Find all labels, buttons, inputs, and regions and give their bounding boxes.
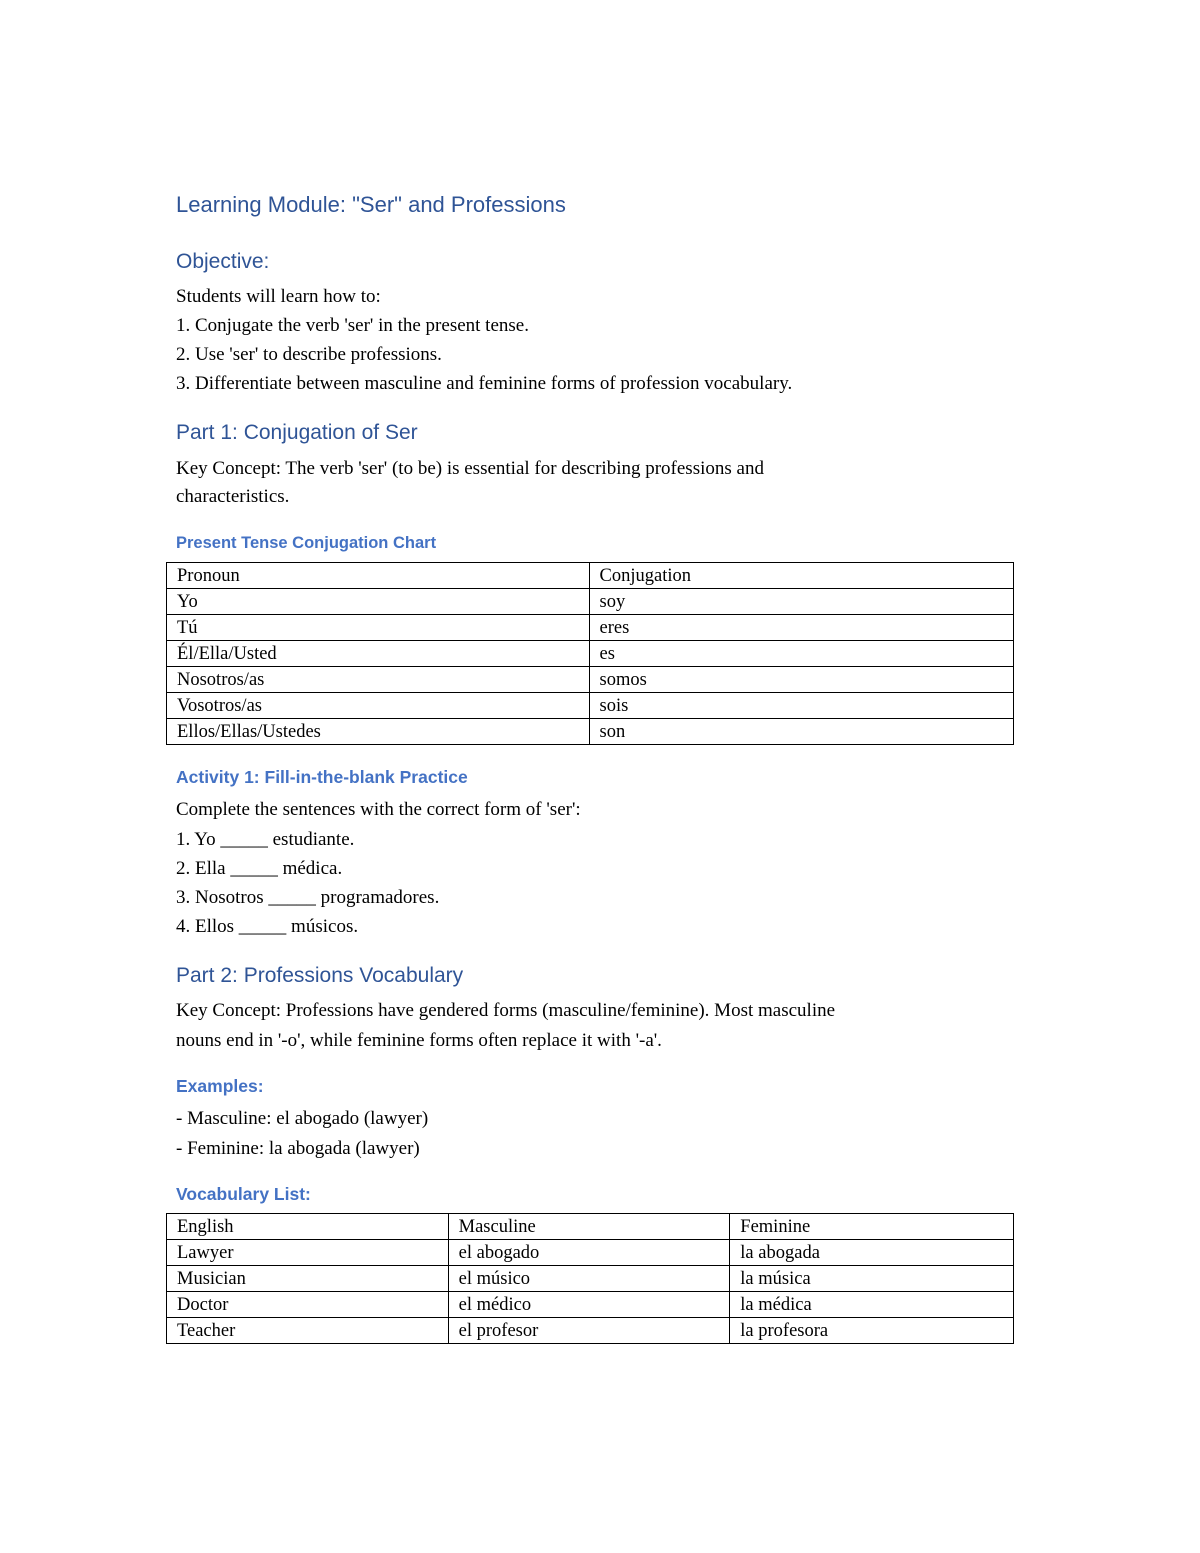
activity1-item: 3. Nosotros _____ programadores. bbox=[176, 887, 440, 908]
table-cell: Nosotros/as bbox=[167, 667, 590, 693]
conjugation-chart-heading: Present Tense Conjugation Chart bbox=[176, 534, 437, 552]
objective-item: 2. Use 'ser' to describe professions. bbox=[176, 344, 442, 365]
table-cell: el médico bbox=[448, 1292, 730, 1318]
vocabulary-table bbox=[166, 1213, 1014, 1344]
examples-heading: Examples: bbox=[176, 1076, 264, 1096]
table-row bbox=[167, 615, 1014, 641]
table-cell: Doctor bbox=[167, 1292, 449, 1318]
example-item: - Feminine: la abogada (lawyer) bbox=[176, 1138, 420, 1159]
part1-key-concept-line1: Key Concept: The verb 'ser' (to be) is essential for describing professions and bbox=[176, 458, 764, 479]
table-cell: son bbox=[589, 719, 1013, 745]
objective-item: 3. Differentiate between masculine and feminine forms of profession vocabulary. bbox=[176, 373, 793, 394]
table-cell: sois bbox=[589, 693, 1013, 719]
table-cell: la música bbox=[730, 1266, 1014, 1292]
conjugation-table bbox=[166, 562, 1014, 745]
table-row bbox=[167, 641, 1014, 667]
page-title: Learning Module: "Ser" and Professions bbox=[176, 192, 566, 217]
table-row bbox=[167, 1240, 1014, 1266]
table-cell: la profesora bbox=[730, 1318, 1014, 1344]
table-row bbox=[167, 693, 1014, 719]
table-cell: el profesor bbox=[448, 1318, 730, 1344]
table-cell: el abogado bbox=[448, 1240, 730, 1266]
table-header-cell: Conjugation bbox=[589, 563, 1013, 589]
table-cell: Vosotros/as bbox=[167, 693, 590, 719]
table-header-cell: Pronoun bbox=[167, 563, 590, 589]
table-row bbox=[167, 719, 1014, 745]
table-cell: es bbox=[589, 641, 1013, 667]
part1-key-concept-line2: characteristics. bbox=[176, 486, 290, 507]
table-row bbox=[167, 1266, 1014, 1292]
objective-heading: Objective: bbox=[176, 250, 270, 273]
table-row bbox=[167, 589, 1014, 615]
table-cell: Tú bbox=[167, 615, 590, 641]
activity1-item: 2. Ella _____ médica. bbox=[176, 858, 343, 879]
table-header-cell: English bbox=[167, 1214, 449, 1240]
activity1-item: 1. Yo _____ estudiante. bbox=[176, 829, 355, 850]
objective-item: 1. Conjugate the verb 'ser' in the present tense. bbox=[176, 315, 529, 336]
part2-key-concept-line2: nouns end in '-o', while feminine forms often replace it with '-a'. bbox=[176, 1030, 662, 1051]
part1-heading: Part 1: Conjugation of Ser bbox=[176, 421, 418, 444]
table-header-row bbox=[167, 1214, 1014, 1240]
table-cell: Ellos/Ellas/Ustedes bbox=[167, 719, 590, 745]
table-cell: la abogada bbox=[730, 1240, 1014, 1266]
objective-intro: Students will learn how to: bbox=[176, 286, 381, 307]
table-cell: el músico bbox=[448, 1266, 730, 1292]
table-cell: Lawyer bbox=[167, 1240, 449, 1266]
part2-heading: Part 2: Professions Vocabulary bbox=[176, 964, 464, 987]
table-header-row bbox=[167, 563, 1014, 589]
table-cell: eres bbox=[589, 615, 1013, 641]
table-header-cell: Masculine bbox=[448, 1214, 730, 1240]
table-cell: Teacher bbox=[167, 1318, 449, 1344]
activity1-intro: Complete the sentences with the correct form of 'ser': bbox=[176, 799, 581, 820]
table-cell: Yo bbox=[167, 589, 590, 615]
table-row bbox=[167, 1292, 1014, 1318]
table-cell: soy bbox=[589, 589, 1013, 615]
activity1-heading: Activity 1: Fill-in-the-blank Practice bbox=[176, 767, 468, 787]
table-cell: Él/Ella/Usted bbox=[167, 641, 590, 667]
table-row bbox=[167, 1318, 1014, 1344]
vocabulary-list-heading: Vocabulary List: bbox=[176, 1184, 311, 1204]
part2-key-concept-line1: Key Concept: Professions have gendered forms (masculine/feminine). Most masculine bbox=[176, 1000, 836, 1021]
table-header-cell: Feminine bbox=[730, 1214, 1014, 1240]
table-cell: somos bbox=[589, 667, 1013, 693]
example-item: - Masculine: el abogado (lawyer) bbox=[176, 1108, 429, 1129]
table-row bbox=[167, 667, 1014, 693]
activity1-item: 4. Ellos _____ músicos. bbox=[176, 916, 359, 937]
table-cell: la médica bbox=[730, 1292, 1014, 1318]
table-cell: Musician bbox=[167, 1266, 449, 1292]
